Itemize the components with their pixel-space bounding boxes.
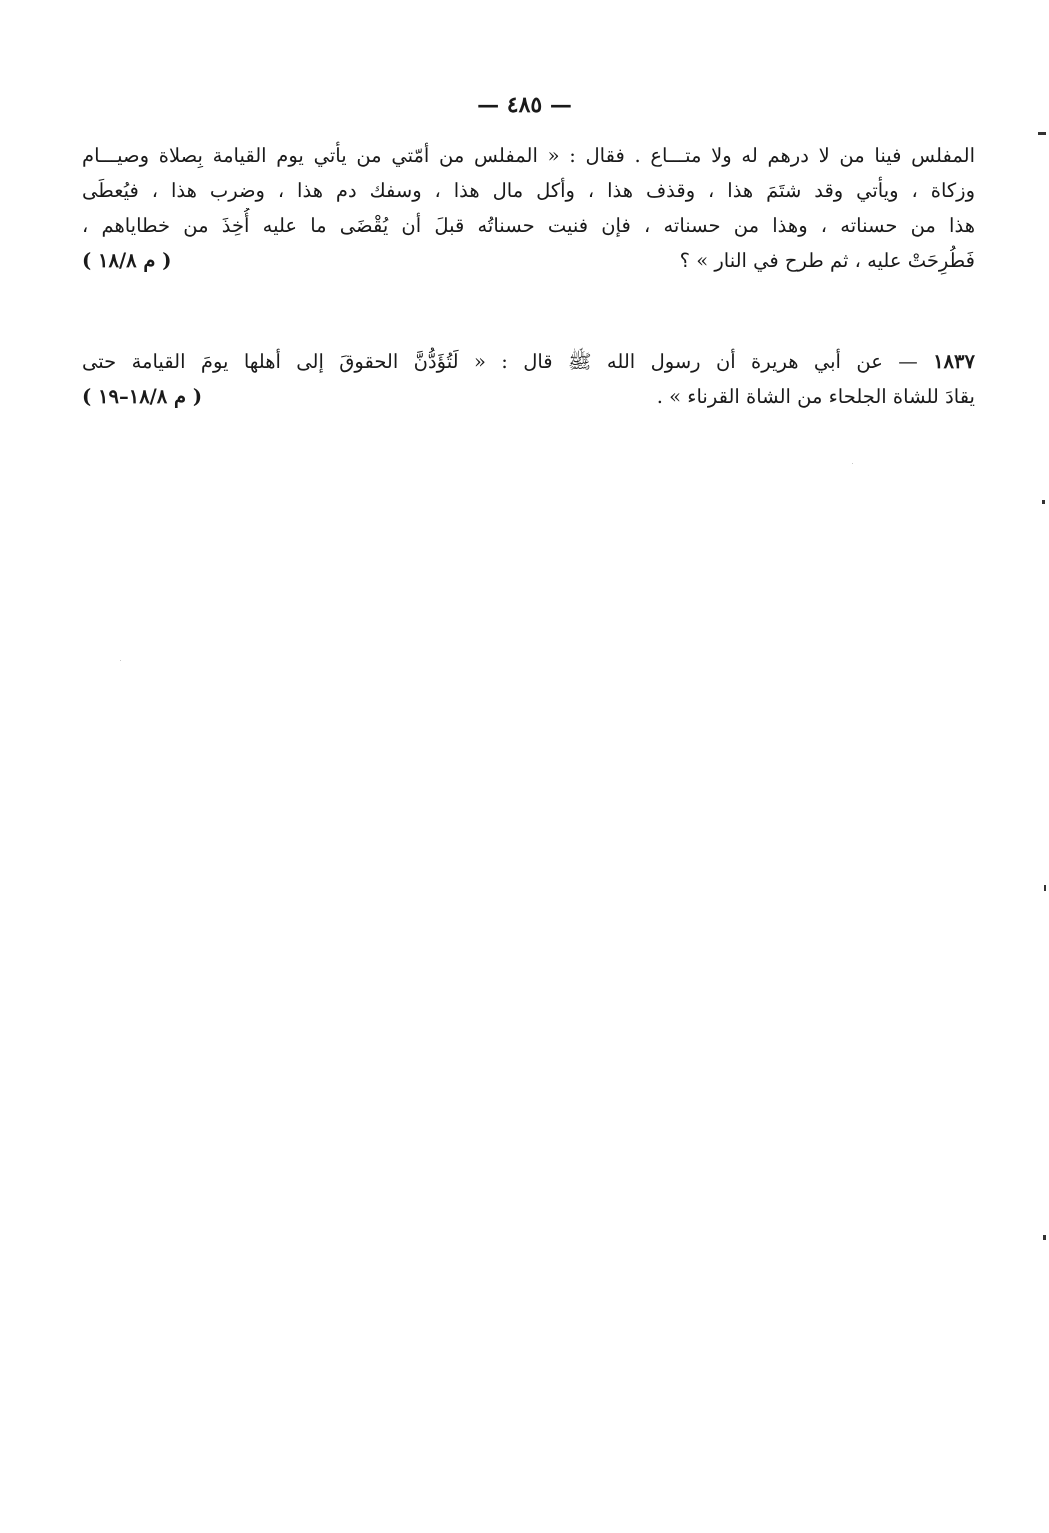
text-line: هذا من حسناته ، وهذا من حسناته ، فإن فنيت حسناتُه قبلَ أن يُقْضَى ما عليه أُخِذَ من خطاياهم ، <box>82 214 975 237</box>
page-number: — ٤٨٥ — <box>477 92 572 118</box>
text-line-last <box>82 379 975 414</box>
text-line: يقادَ للشاة الجلحاء من الشاة القرناء » . <box>656 385 975 408</box>
text-line: — عن أبي هريرة أن رسول الله ﷺ قال : « لَتُؤَدُّنَّ الحقوقَ إلى أهلها يومَ القيامة حتى <box>82 350 918 373</box>
hadith-reference: ( م ١٨/٨ ) <box>82 249 172 272</box>
text-line-last <box>82 243 975 278</box>
scan-speck <box>120 660 121 661</box>
text-line: وزكاة ، ويأتي وقد شتَمَ هذا ، وقذف هذا ، وأكل مال هذا ، وسفك دم هذا ، وضرب هذا ، فيُعطَى <box>82 179 975 202</box>
hadith-number: ١٨٣٧ <box>933 350 975 373</box>
scan-speck <box>852 463 853 464</box>
margin-mark <box>1038 132 1046 135</box>
margin-mark <box>1042 500 1045 504</box>
hadith-1837 <box>82 344 975 414</box>
text-line: فَطُرِحَتْ عليه ، ثم طرح في النار » ؟ <box>679 249 975 272</box>
hadith-reference: ( م ١٨/٨–١٩ ) <box>82 385 203 408</box>
margin-mark <box>1044 885 1046 891</box>
text-line: المفلس فينا من لا درهم له ولا متـــاع . فقال : « المفلس من أمّتي من يأتي يوم القيامة بِصلاة وصيـــام <box>82 144 975 167</box>
margin-mark <box>1043 1235 1046 1240</box>
hadith-1836-continuation <box>82 138 975 278</box>
text-line-first <box>82 344 975 379</box>
